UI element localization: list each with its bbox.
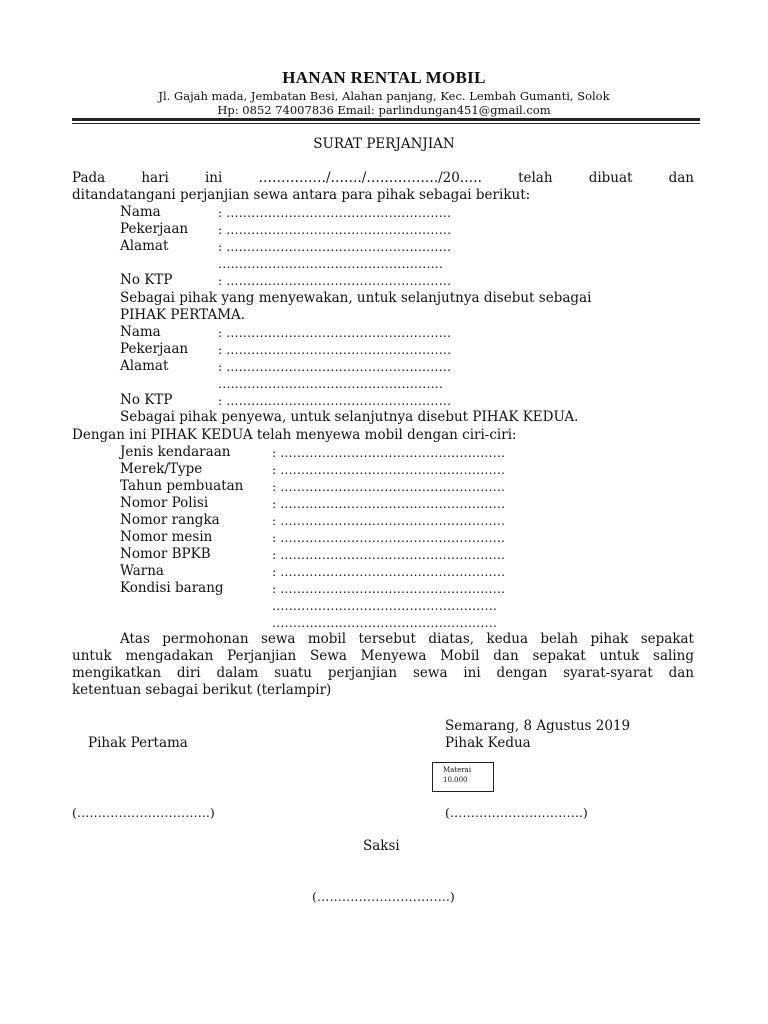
agreement-line-1: Atas permohonan sewa mobil tersebut diatas, kedua belah pihak sepakat — [120, 631, 694, 647]
vehicle-field-value: : ……………………………………………… — [272, 564, 506, 579]
party1-field-label: Pekerjaan — [120, 221, 189, 237]
intro-line-2: ditandatangani perjanjian sewa antara para pihak sebagai berikut: — [72, 187, 531, 203]
vehicle-field-label: Nomor rangka — [120, 512, 220, 528]
party2-description: Sebagai pihak penyewa, untuk selanjutnya disebut PIHAK KEDUA. — [120, 409, 579, 425]
party2-signature-line: (…………………………..) — [445, 805, 588, 820]
party1-field-value: : ……………………………………………… — [218, 222, 452, 237]
vehicle-field-value: : ……………………………………………… — [272, 581, 506, 596]
party2-field-label: Pekerjaan — [120, 341, 189, 357]
vehicle-field-value: ……………………………………………… — [272, 598, 497, 613]
place-date: Semarang, 8 Agustus 2019 — [445, 718, 631, 734]
vehicle-field-label: Nomor BPKB — [120, 546, 211, 562]
vehicle-field-value: ……………………………………………… — [272, 615, 497, 630]
vehicle-field-label: Merek/Type — [120, 461, 203, 477]
vehicle-field-value: : ……………………………………………… — [272, 513, 506, 528]
vehicle-field-label: Warna — [120, 563, 164, 579]
witness-label: Saksi — [363, 838, 400, 854]
party1-field-value: : ……………………………………………… — [218, 239, 452, 254]
party1-field-value: : ……………………………………………… — [218, 273, 452, 288]
header-divider-thin — [72, 123, 700, 124]
party2-field-value: : ……………………………………………… — [218, 359, 452, 374]
agreement-line-2: untuk mengadakan Perjanjian Sewa Menyewa Mobil dan sepakat untuk saling — [72, 648, 694, 664]
duty-stamp-box — [432, 762, 494, 792]
vehicle-field-label: Kondisi barang — [120, 580, 224, 596]
vehicle-field-value: : ……………………………………………… — [272, 445, 506, 460]
party1-field-label: Alamat — [120, 238, 169, 254]
party2-field-value: : ……………………………………………… — [218, 325, 452, 340]
vehicle-field-value: : ……………………………………………… — [272, 496, 506, 511]
intro-line-1: Pada hari ini ……………/……./……………./20.…. telah dibuat dan — [72, 170, 694, 186]
vehicle-field-value: : ……………………………………………… — [272, 547, 506, 562]
agreement-line-3: mengikatkan diri dalam suatu perjanjian sewa ini dengan syarat-syarat dan — [72, 665, 694, 681]
stamp-label: Materai — [443, 766, 472, 774]
vehicle-field-label: Jenis kendaraan — [120, 444, 231, 460]
party2-field-value: ……………………………………………… — [218, 376, 443, 391]
party2-field-value: : ……………………………………………… — [218, 393, 452, 408]
company-contact: Hp: 0852 74007836 Email: parlindungan451@gmail.com — [217, 103, 551, 117]
company-name: HANAN RENTAL MOBIL — [282, 68, 486, 87]
party1-signature-label: Pihak Pertama — [88, 735, 188, 751]
agreement-line-4: ketentuan sebagai berikut (terlampir) — [72, 682, 332, 698]
document-title: SURAT PERJANJIAN — [313, 136, 455, 152]
header-divider — [72, 118, 700, 121]
vehicle-field-value: : ……………………………………………… — [272, 530, 506, 545]
vehicle-field-label: Nomor mesin — [120, 529, 213, 545]
vehicle-intro: Dengan ini PIHAK KEDUA telah menyewa mobil dengan ciri-ciri: — [72, 427, 517, 443]
party1-field-value: ……………………………………………… — [218, 256, 443, 271]
vehicle-field-label: Tahun pembuatan — [120, 478, 244, 494]
party2-field-label: Nama — [120, 324, 161, 340]
vehicle-field-label: Nomor Polisi — [120, 495, 209, 511]
vehicle-field-value: : ……………………………………………… — [272, 462, 506, 477]
party1-description: Sebagai pihak yang menyewakan, untuk selanjutnya disebut sebagai — [120, 290, 592, 306]
party1-field-label: Nama — [120, 204, 161, 220]
party2-field-label: Alamat — [120, 358, 169, 374]
party1-signature-line: (…………………………..) — [72, 805, 215, 820]
party1-field-value: : ……………………………………………… — [218, 205, 452, 220]
party2-signature-label: Pihak Kedua — [445, 735, 531, 751]
witness-signature-line: (…………………………..) — [312, 889, 455, 904]
party1-designation: PIHAK PERTAMA. — [120, 307, 246, 323]
stamp-value: 10.000 — [443, 776, 468, 784]
party2-field-label: No KTP — [120, 392, 173, 408]
party1-field-label: No KTP — [120, 272, 173, 288]
company-address: Jl. Gajah mada, Jembatan Besi, Alahan panjang, Kec. Lembah Gumanti, Solok — [158, 89, 610, 103]
party2-field-value: : ……………………………………………… — [218, 342, 452, 357]
vehicle-field-value: : ……………………………………………… — [272, 479, 506, 494]
